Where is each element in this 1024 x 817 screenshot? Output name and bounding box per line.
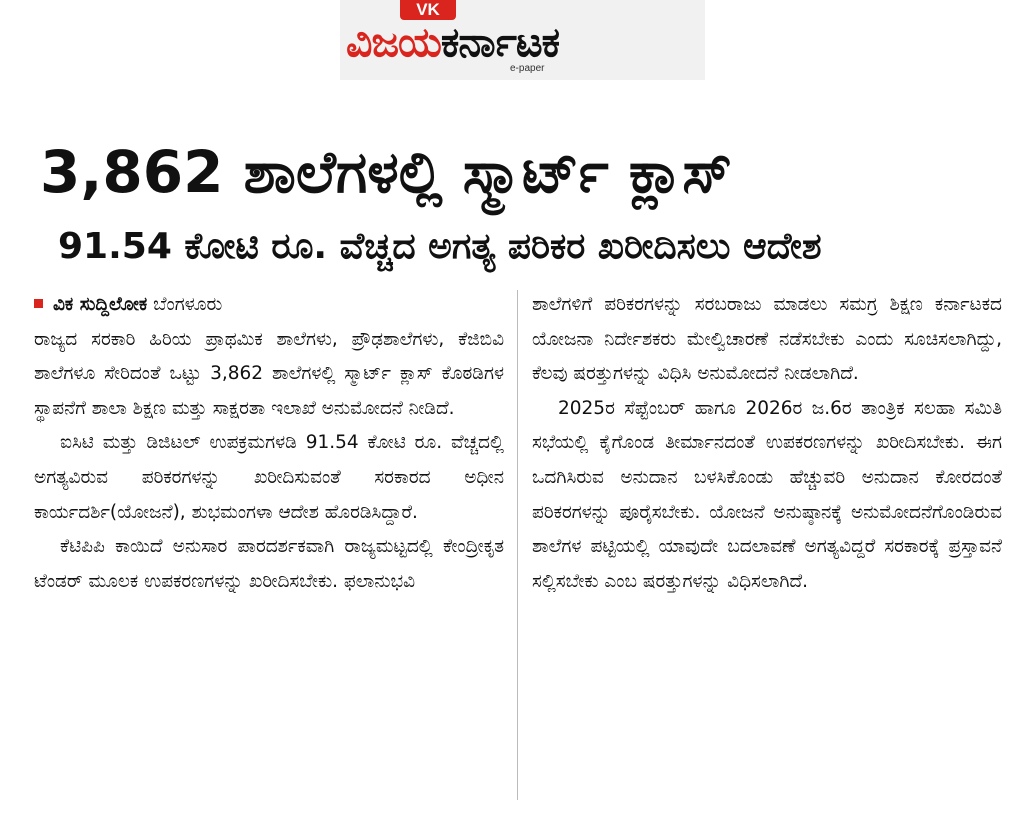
article-paragraph: 2025ರ ಸೆಪ್ಟೆಂಬರ್ ಹಾಗೂ 2026ರ ಜ.6ರ ತಾಂತ್ರಿಕ ಸಲಹಾ ಸಮಿತಿ ಸಭೆಯಲ್ಲಿ ಕೈಗೊಂಡ ತೀರ್ಮಾನದಂತೆ ಉಪಕರಣಗಳನ್ನು ಖರೀದಿಸಬೇಕು. ಈಗ ಒದಗಿಸಿರುವ ಅನುದಾನ ಬಳಸಿಕೊಂಡು ಹೆಚ್ಚುವರಿ ಅನುದಾನ ಕೋರದಂತೆ ಪರಿಕರಗಳನ್ನು ಪೂರೈಸಬೇಕು. ಯೋಜನೆ ಅನುಷ್ಠಾನಕ್ಕೆ ಅನುಮೋದನೆಗೊಂಡಿರುವ ಶಾಲೆಗಳ ಪಟ್ಟಿಯಲ್ಲಿ ಯಾವುದೇ ಬದಲಾವಣೆ ಅಗತ್ಯವಿದ್ದರೆ ಸರಕಾರಕ್ಕೆ ಪ್ರಸ್ತಾವನೆ ಸಲ್ಲಿಸಬೇಕು ಎಂಬ ಷರತ್ತುಗಳನ್ನು ವಿಧಿಸಲಾಗಿದೆ. — [532, 397, 1003, 592]
byline-agency: ವಿಕ ಸುದ್ದಿಲೋಕ — [53, 294, 148, 315]
byline-bullet-icon — [34, 299, 43, 308]
article-paragraph: ಐಸಿಟಿ ಮತ್ತು ಡಿಜಿಟಲ್ ಉಪಕ್ರಮಗಳಡಿ 91.54 ಕೋಟಿ ರೂ. ವೆಚ್ಚದಲ್ಲಿ ಅಗತ್ಯವಿರುವ ಪರಿಕರಗಳನ್ನು ಖರೀದಿಸುವಂತೆ ಸರಕಾರದ ಅಧೀನ ಕಾರ್ಯದರ್ಶಿ(ಯೋಜನೆ), ಶುಭಮಂಗಳಾ ಆದೇಶ ಹೊರಡಿಸಿದ್ದಾರೆ. — [34, 432, 504, 523]
article-paragraph: ರಾಜ್ಯದ ಸರಕಾರಿ ಹಿರಿಯ ಪ್ರಾಥಮಿಕ ಶಾಲೆಗಳು, ಪ್ರೌಢಶಾಲೆಗಳು, ಕೆಜಿಬಿವಿ ಶಾಲೆಗಳೂ ಸೇರಿದಂತೆ ಒಟ್ಟು 3,862 ಶಾಲೆಗಳಲ್ಲಿ ಸ್ಮಾರ್ಟ್ ಕ್ಲಾಸ್ ಕೊಠಡಿಗಳ ಸ್ಥಾಪನೆಗೆ ಶಾಲಾ ಶಿಕ್ಷಣ ಮತ್ತು ಸಾಕ್ಷರತಾ ಇಲಾಖೆ ಅನುಮೋದನೆ ನೀಡಿದೆ. — [34, 328, 504, 419]
article-paragraph: ಕೆಟಿಪಿಪಿ ಕಾಯಿದೆ ಅನುಸಾರ ಪಾರದರ್ಶಕವಾಗಿ ರಾಜ್ಯಮಟ್ಟದಲ್ಲಿ ಕೇಂದ್ರೀಕೃತ ಟೆಂಡರ್ ಮೂಲಕ ಉಪಕರಣಗಳನ್ನು ಖರೀದಿಸಬೇಕು. ಫಲಾನುಭವಿ — [34, 536, 504, 592]
article-column-right — [532, 288, 1002, 599]
epaper-tagline: e-paper — [510, 63, 545, 74]
brand-logo — [346, 18, 559, 66]
byline — [34, 288, 504, 323]
column-divider — [517, 290, 518, 800]
article-paragraph: ಶಾಲೆಗಳಿಗೆ ಪರಿಕರಗಳನ್ನು ಸರಬರಾಜು ಮಾಡಲು ಸಮಗ್ರ ಶಿಕ್ಷಣ ಕರ್ನಾಟಕದ ಯೋಜನಾ ನಿರ್ದೇಶಕರು ಮೇಲ್ವಿಚಾರಣೆ ನಡೆಸಬೇಕು ಎಂದು ಸೂಚಿಸಲಾಗಿದ್ದು, ಕೆಲವು ಷರತ್ತುಗಳನ್ನು ವಿಧಿಸಿ ಅನುಮೋದನೆ ನೀಡಲಾಗಿದೆ. — [532, 294, 1002, 385]
byline-place: ಬೆಂಗಳೂರು — [153, 294, 223, 315]
article-subheadline: 91.54 ಕೋಟಿ ರೂ. ವೆಚ್ಚದ ಅಗತ್ಯ ಪರಿಕರ ಖರೀದಿಸಲು ಆದೇಶ — [58, 226, 822, 267]
article-headline: 3,862 ಶಾಲೆಗಳಲ್ಲಿ ಸ್ಮಾರ್ಟ್ ಕ್ಲಾಸ್ — [40, 138, 732, 206]
brand-logo-part2: ಕರ್ನಾಟಕ — [440, 18, 560, 66]
vk-badge-logo: VK — [400, 0, 456, 20]
article-column-left — [34, 288, 504, 599]
masthead — [340, 0, 705, 80]
brand-logo-part1: ವಿಜಯ — [346, 18, 441, 66]
